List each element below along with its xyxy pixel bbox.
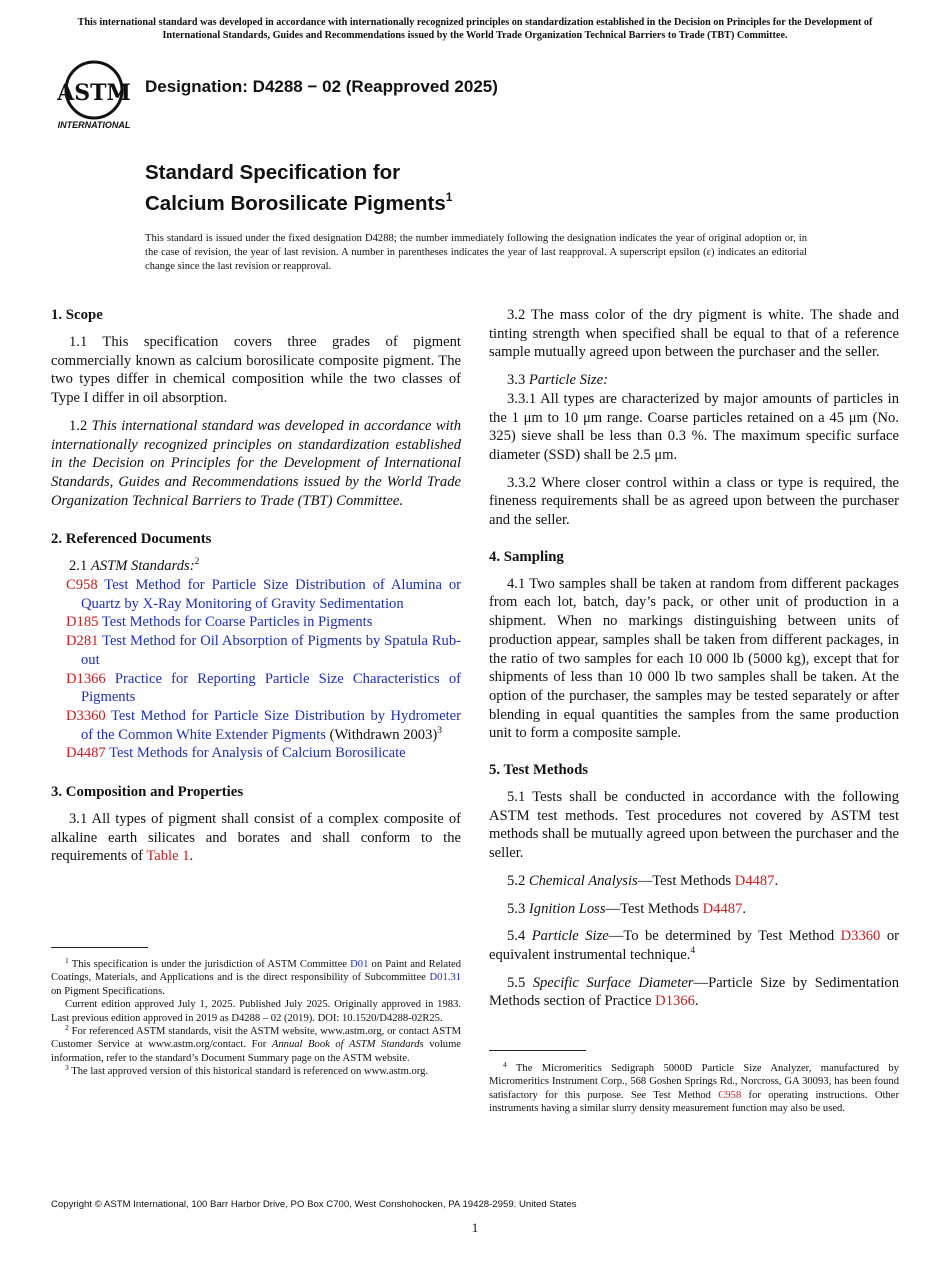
footnote-2 — [51, 1025, 461, 1065]
d4487-link[interactable]: D4487 — [702, 900, 743, 917]
footnote-mark: 4 — [690, 945, 696, 956]
para-text: —Test Methods — [605, 900, 699, 917]
footnote-text: volume information, refer to the standard’s Document Summary page on the ASTM website. — [51, 1039, 462, 1064]
copyright-notice: Copyright © ASTM International, 100 Barr Harbor Drive, PO Box C700, West Conshohocken, PA 19428-2959. United States — [51, 1199, 577, 1210]
footnote-text: on Pigment Specifications. — [51, 985, 165, 997]
page-number: 1 — [471, 1220, 479, 1235]
reference-title[interactable]: Test Method for Particle Size Distribution of Alumina or Quartz by X-Ray Monitoring of Gravity Sedimentation — [81, 577, 462, 612]
withdrawn-note — [330, 727, 442, 743]
left-column — [51, 306, 461, 879]
reference-code[interactable]: D3360 — [66, 707, 106, 724]
reference-d1366[interactable] — [51, 670, 461, 707]
footnote-mark: 2 — [65, 1023, 69, 1033]
reference-code[interactable]: C958 — [66, 577, 98, 594]
para-text: —Particle Size by Sedimentation Methods section of Practice — [489, 974, 900, 1010]
reference-d185[interactable] — [51, 613, 461, 632]
d4487-link[interactable]: D4487 — [734, 872, 775, 889]
reference-code[interactable]: D4487 — [66, 745, 106, 762]
para-label: ASTM Standards: — [90, 558, 195, 575]
footnote-mark: 3 — [437, 725, 442, 736]
section-heading: 4. Sampling — [489, 548, 564, 565]
reference-title[interactable]: Practice for Reporting Particle Size Characteristics of Pigments — [81, 670, 461, 706]
para-number: 5.3 — [507, 900, 526, 917]
para-label: Specific Surface Diameter — [532, 974, 694, 991]
paragraph-2-1 — [51, 557, 461, 576]
paragraph-5-3 — [489, 900, 899, 919]
footnote-mark: 2 — [194, 557, 200, 568]
reference-d3360[interactable] — [51, 707, 461, 744]
footnote-text: on Paint and Related Coatings, Materials, and Applications and is the direct responsibility of Subcommittee — [51, 959, 462, 984]
footnote-text: For referenced ASTM standards, visit the ASTM website, www.astm.org, or contact ASTM Customer Service at www.astm.org/contact. For — [51, 1026, 461, 1051]
section-referenced-documents — [51, 530, 461, 763]
footnote-mark: 1 — [65, 956, 69, 965]
para-end: . — [694, 993, 699, 1010]
footnote-text: The Micromeritics Sedigraph 5000D Particle Size Analyzer, manufactured by Micromeritics Instrument Corp., 568 Goshen Springs Rd., Norcross, GA 30093, has been found satisfactory for this purpose. See Test Method — [489, 1063, 899, 1101]
para-end: . — [189, 848, 194, 865]
title-line-2 — [145, 185, 452, 216]
para-label: Particle Size: — [528, 372, 608, 389]
issuance-note: This standard is issued under the fixed designation D4288; the number immediately following the designation indicates the year of original adoption or, in the case of revision, the year of last revision. A number in parentheses indicates the year of last reapproval. A superscript epsilon (ε) indicates an editorial change since the last revision or reapproval. — [145, 233, 807, 272]
para-number: 3.3 — [507, 372, 526, 389]
footnote-italic: Annual Book of ASTM Standards — [271, 1039, 424, 1051]
para-text: —Test Methods — [637, 872, 732, 889]
para-number: 5.4 — [507, 928, 526, 945]
para-label: Chemical Analysis — [528, 872, 638, 889]
astm-logo — [52, 56, 136, 132]
para-text: —To be determined by Test Method — [608, 928, 835, 945]
footnotes-left — [51, 958, 461, 1079]
para-number: 2.1 — [69, 558, 88, 575]
paragraph-5-4 — [489, 927, 899, 964]
section-heading: 1. Scope — [51, 307, 103, 323]
footnote-1 — [51, 958, 461, 998]
section-scope — [51, 306, 461, 510]
reference-title[interactable]: Test Method for Particle Size Distribution by Hydrometer of the Common White Extender Pigments — [81, 707, 461, 743]
section-heading: 3. Composition and Properties — [51, 784, 244, 801]
footnote-3 — [51, 1065, 461, 1078]
committee-d01-link[interactable]: D01 — [350, 959, 369, 970]
footnote-text: The last approved version of this historical standard is referenced on www.astm.org. — [71, 1066, 429, 1078]
d1366-link[interactable]: D1366 — [655, 993, 695, 1010]
logo-subtext: INTERNATIONAL — [57, 120, 131, 130]
reference-title[interactable]: Test Methods for Coarse Particles in Pigments — [101, 614, 373, 631]
paragraph-3-3-1: 3.3.1 All types are characterized by major amounts of particles in the 1 μm to 10 μm range. Coarse particles retained on a 45 μm (No. 325) sieve shall be less than 0.3 %. The maximum specific surface diameter (SSD) shall be 2.5 μm. — [489, 390, 899, 463]
reference-code[interactable]: D1366 — [66, 670, 106, 687]
paragraph-3-3 — [489, 371, 899, 390]
para-end: . — [742, 900, 747, 917]
subcommittee-d01-31-link[interactable]: D01.31 — [429, 972, 461, 984]
para-text: 3.1 All types of pigment shall consist of a complex composite of alkaline earth silicates and borates and shall conform to the requirements of — [51, 811, 461, 865]
section-sampling — [489, 548, 899, 743]
reference-d281[interactable] — [51, 632, 461, 669]
paragraph-3-2: 3.2 The mass color of the dry pigment is white. The shade and tinting strength when specified shall be equal to that of a reference sample mutually agreed upon between the purchaser and the seller. — [489, 307, 899, 361]
title-footnote-mark: 1 — [445, 190, 453, 204]
reference-title[interactable]: Test Method for Oil Absorption of Pigments by Spatula Rub-out — [81, 633, 461, 668]
designation: Designation: D4288 − 02 (Reapproved 2025) — [145, 77, 498, 96]
reference-code[interactable]: D185 — [66, 614, 99, 631]
paragraph-5-5 — [489, 974, 899, 1011]
section-heading: 5. Test Methods — [489, 762, 589, 779]
para-italic-text: This international standard was developed in accordance with internationally recognized principles on standardization established in the Decision on Principles for the Development of International Standards, Guides and Recommendations issued by the World Trade Organization Technical Barriers to Trade (TBT) Committee. — [51, 417, 462, 509]
document-title — [145, 160, 452, 216]
paragraph-3-3-2: 3.3.2 Where closer control within a class or type is required, the fineness requirements shall be as agreed upon between the purchaser and the seller. — [489, 474, 899, 529]
footnote-mark: 4 — [503, 1060, 507, 1069]
footnote-text: for operating instructions. Other instruments having a similar slurry density measurement function may also be used. — [489, 1089, 899, 1115]
para-end: . — [774, 872, 779, 889]
paragraph-3-1 — [51, 810, 461, 866]
reference-c958[interactable] — [51, 576, 461, 613]
title-text: Calcium Borosilicate Pigments — [145, 192, 446, 215]
paragraph-1-1: 1.1 This specification covers three grades of pigment commercially known as calcium borosilicate composite pigment. The two types differ in chemical composition while the two classes of Type I differ in oil absorption. — [51, 334, 461, 407]
footnote-rule-left — [51, 947, 148, 948]
paragraph-5-2 — [489, 872, 899, 891]
tbt-banner: This international standard was developed in accordance with internationally recognized principles on standardization established in the Decision on Principles for the Development of International Standards, Guides and Recommendations issued by the World Trade Organization Technical Barriers to Trade (TBT) Committee. — [77, 17, 873, 41]
footnote-text: This specification is under the jurisdiction of ASTM Committee — [71, 959, 347, 970]
withdrawn-text: (Withdrawn 2003) — [329, 726, 438, 743]
para-label: Particle Size — [531, 928, 609, 945]
footnote-4 — [489, 1062, 899, 1116]
logo-letters: ASTM — [57, 80, 131, 106]
c958-link[interactable]: C958 — [718, 1089, 742, 1101]
reference-title[interactable]: Test Methods for Analysis of Calcium Borosilicate — [109, 745, 406, 762]
section-composition — [51, 783, 461, 866]
para-label: Ignition Loss — [528, 900, 606, 917]
footnotes-right — [489, 1062, 899, 1116]
para-number: 5.2 — [507, 872, 526, 889]
right-column — [489, 306, 899, 1024]
d3360-link[interactable]: D3360 — [840, 928, 881, 945]
title-line-1: Standard Specification for — [145, 161, 401, 184]
paragraph-5-1: 5.1 Tests shall be conducted in accordance with the following ASTM test methods. Test procedures not covered by ASTM test methods shall be mutually agreed upon between the purchaser and the seller. — [489, 789, 899, 862]
section-heading: 2. Referenced Documents — [51, 531, 212, 548]
footnote-1-edition: Current edition approved July 1, 2025. Published July 2025. Originally approved in 1983. Last previous edition approved in 2019 as D4288 – 02 (2019). DOI: 10.1520/D4288-02R25. — [51, 999, 461, 1024]
para-number: 1.2 — [69, 417, 88, 434]
paragraph-1-2 — [51, 417, 461, 511]
footnote-mark: 3 — [65, 1063, 69, 1073]
reference-code[interactable]: D281 — [66, 633, 99, 650]
reference-d4487[interactable] — [51, 744, 461, 763]
section-test-methods — [489, 761, 899, 1011]
para-number: 5.5 — [507, 974, 526, 991]
paragraph-4-1: 4.1 Two samples shall be taken at random from different packages from each lot, batch, day’s pack, or other unit of production in a shipment. When no markings distinguishing between units of production appear, samples shall be taken from different packages, in the ratio of two samples for each 10 000 lb (5000 kg), except that for shipments of less than 10 000 lb two samples shall be taken. At the option of the purchaser, the samples may be tested separately or after blending in equal quantities the samples from the same production unit to form a composite sample. — [489, 575, 899, 742]
para-text: or equivalent instrumental technique. — [489, 928, 900, 963]
table-1-link[interactable]: Table 1 — [146, 848, 190, 865]
footnote-rule-right — [489, 1050, 586, 1051]
